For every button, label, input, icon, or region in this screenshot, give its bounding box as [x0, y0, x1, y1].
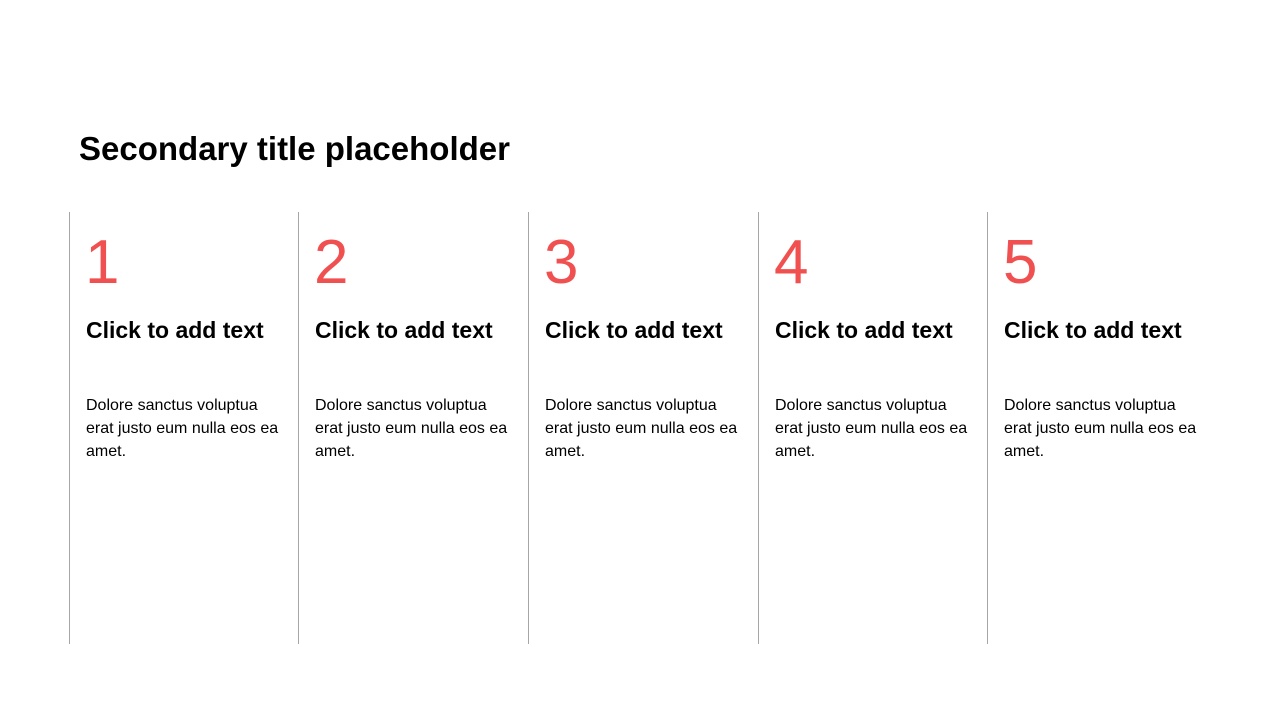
column-3	[528, 212, 757, 644]
slide-title[interactable]: Secondary title placeholder	[79, 130, 510, 167]
column-heading[interactable]: Click to add text	[775, 317, 953, 343]
column-body-text[interactable]: Dolore sanctus voluptua erat justo eum nulla eos ea amet.	[315, 397, 508, 460]
column-4	[758, 212, 987, 644]
column-number[interactable]: 2	[314, 228, 349, 297]
column-number[interactable]: 4	[774, 228, 809, 297]
column-number[interactable]: 1	[85, 228, 120, 297]
column-heading[interactable]: Click to add text	[86, 317, 264, 343]
column-5	[987, 212, 1216, 644]
column-body-text[interactable]: Dolore sanctus voluptua erat justo eum nulla eos ea amet.	[775, 397, 968, 460]
column-2	[298, 212, 527, 644]
column-1	[69, 212, 298, 644]
column-number[interactable]: 3	[544, 228, 579, 297]
column-body-text[interactable]: Dolore sanctus voluptua erat justo eum nulla eos ea amet.	[545, 397, 738, 460]
column-heading[interactable]: Click to add text	[1004, 317, 1182, 343]
column-heading[interactable]: Click to add text	[545, 317, 723, 343]
column-heading[interactable]: Click to add text	[315, 317, 493, 343]
column-body-text[interactable]: Dolore sanctus voluptua erat justo eum nulla eos ea amet.	[1004, 397, 1197, 460]
column-body-text[interactable]: Dolore sanctus voluptua erat justo eum nulla eos ea amet.	[86, 397, 279, 460]
column-number[interactable]: 5	[1003, 228, 1038, 297]
